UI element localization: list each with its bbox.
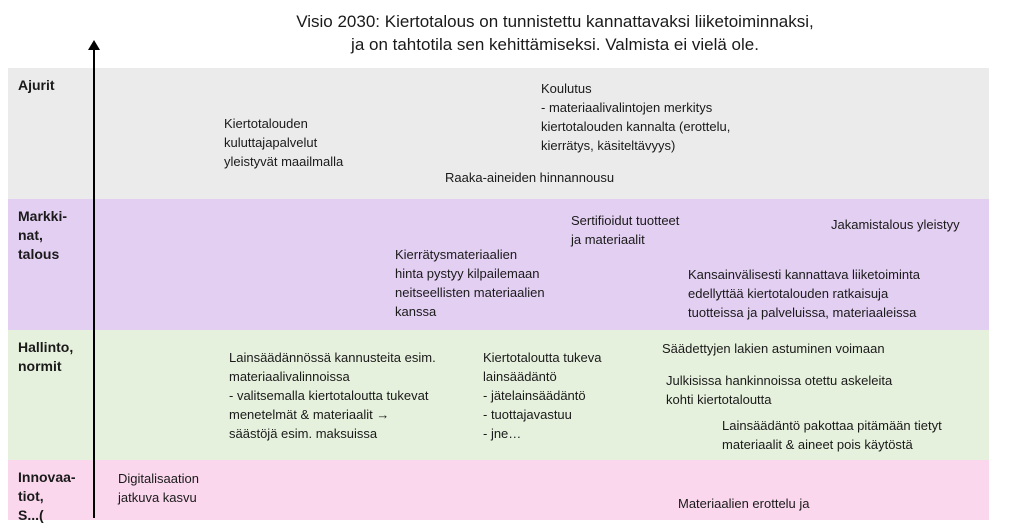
band-label-governance: Hallinto, normit	[18, 339, 74, 374]
note-public-procurement: Julkisissa hankinnoissa otettu askeleita kohti kiertotaloutta	[666, 373, 893, 407]
band-label-drivers: Ajurit	[18, 77, 55, 93]
note-recycled-material-price: Kierrätysmateriaalien hinta pystyy kilpailemaan neitseellisten materiaalien kanssa	[395, 247, 545, 319]
band-drivers	[8, 68, 989, 199]
note-laws-in-force: Säädettyjen lakien astuminen voimaan	[662, 341, 885, 356]
time-axis-line	[93, 48, 95, 518]
band-label-innovations: Innovaa- tiot, S...(	[18, 469, 76, 523]
note-raw-material-prices: Raaka-aineiden hinnannousu	[445, 170, 615, 185]
arrow-up-icon	[88, 40, 100, 50]
band-label-markets: Markki- nat, talous	[18, 208, 68, 262]
band-governance	[8, 330, 989, 460]
note-consumer-services: Kiertotalouden kuluttajapalvelut yleistyvät maailmalla	[224, 116, 344, 169]
note-certified-products: Sertifioidut tuotteet ja materiaalit	[571, 213, 680, 247]
note-legislation-incentives: Lainsäädännössä kannusteita esim. materiaalivalinnoissa - valitsemalla kiertotaloutta tukevat menetelmät & materiaalit → säästöjä esim. maksuissa	[229, 350, 436, 441]
note-supporting-legislation: Kiertotaloutta tukeva lainsäädäntö - jätelainsäädäntö - tuottajavastuu - jne…	[483, 350, 602, 441]
band-innovations	[8, 460, 989, 523]
note-education: Koulutus - materiaalivalintojen merkitys kiertotalouden kannalta (erottelu, kierrätys, käsiteltävyys)	[541, 81, 731, 153]
note-legislation-restrictions: Lainsäädäntö pakottaa pitämään tietyt materiaalit & aineet pois käytöstä	[722, 418, 942, 452]
note-material-separation: Materiaalien erottelu ja	[678, 496, 810, 511]
note-digitalisation: Digitalisaation jatkuva kasvu	[118, 471, 199, 505]
band-markets	[8, 199, 989, 330]
vision-title: Visio 2030: Kiertotalous on tunnistettu kannattavaksi liiketoiminnaksi, ja on tahtotila sen kehittämiseksi. Valmista ei vielä ole.	[296, 12, 814, 54]
note-international-business: Kansainvälisesti kannattava liiketoiminta edellyttää kiertotalouden ratkaisuja tuotteissa ja palveluissa, materiaaleissa	[688, 267, 920, 320]
note-sharing-economy: Jakamistalous yleistyy	[831, 217, 960, 232]
